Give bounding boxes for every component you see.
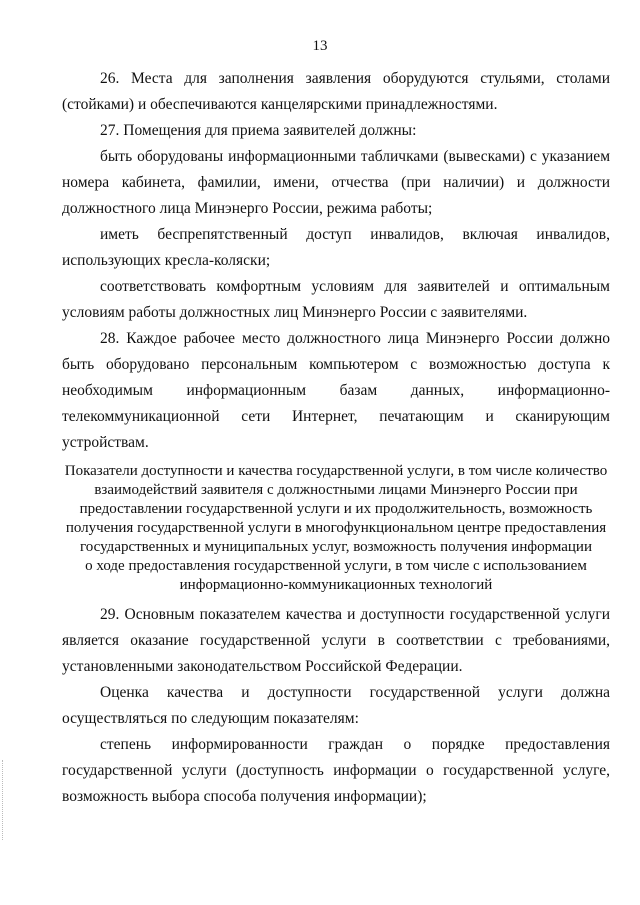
paragraph-27-item-comfort: соответствовать комфортным условиям для заявителей и оптимальным условиям работы должностных лиц Минэнерго России с заявителями. — [62, 278, 610, 321]
paragraph-29-item-awareness: степень информированности граждан о порядке предоставления государственной услуги (доступность информации о государственной услуге, возможность выбора способа получения информации); — [62, 736, 610, 805]
paragraph-29: 29. Основным показателем качества и доступности государственной услуги является оказание государственной услуги в соответствии с требованиями, установленными законодательством Российской Федерации. — [62, 606, 610, 675]
section-heading-line: предоставлении государственной услуги и их продолжительность, возможность — [79, 501, 593, 517]
section-heading-line: государственных и муниципальных услуг, возможность получения информации — [80, 539, 592, 555]
paragraph-29-assessment: Оценка качества и доступности государственной услуги должна осуществляться по следующим показателям: — [62, 684, 610, 727]
paragraph-27-item-signs: быть оборудованы информационными табличками (вывесками) с указанием номера кабинета, фамилии, имени, отчества (при наличии) и должности должностного лица Минэнерго России, режима работы; — [62, 148, 610, 217]
section-heading-line: получения государственной услуги в многофункциональном центре предоставления — [65, 520, 607, 536]
paragraph-27: 27. Помещения для приема заявителей должны: — [100, 122, 417, 139]
section-heading — [50, 462, 622, 595]
section-heading-line: Показатели доступности и качества государственной услуги, в том числе количество — [64, 463, 608, 479]
document-body-top — [62, 66, 610, 456]
section-heading-line: о ходе предоставления государственной услуги, в том числе с использованием — [85, 558, 587, 574]
scan-edge-mark — [2, 760, 9, 840]
page-number: 13 — [312, 38, 328, 54]
section-heading-line: информационно-коммуникационных технологий — [179, 577, 493, 593]
document-body-bottom — [62, 602, 610, 810]
section-heading-line: взаимодействий заявителя с должностными лицами Минэнерго России при — [94, 482, 578, 498]
paragraph-26: 26. Места для заполнения заявления оборудуются стульями, столами (стойками) и обеспечиваются канцелярскими принадлежностями. — [62, 70, 610, 113]
paragraph-28: 28. Каждое рабочее место должностного лица Минэнерго России должно быть оборудовано персональным компьютером с возможностью доступа к необходимым информационным базам данных, информационно-телекоммуникационной сети Интернет, печатающим и сканирующим устройствам. — [62, 330, 610, 451]
paragraph-27-item-access: иметь беспрепятственный доступ инвалидов, включая инвалидов, использующих кресла-коляски; — [62, 226, 610, 269]
